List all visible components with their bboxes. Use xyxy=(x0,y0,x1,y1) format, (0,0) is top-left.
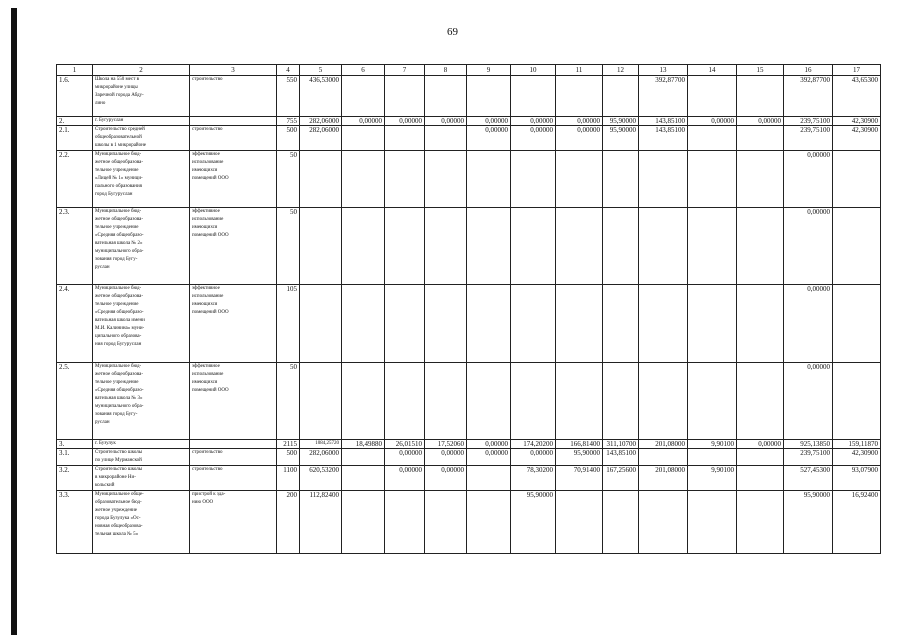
table-cell xyxy=(385,208,425,285)
table-cell xyxy=(467,208,511,285)
table-cell: эффективное использование имеющихся помещений ООО xyxy=(190,208,277,285)
table-cell: 78,30200 xyxy=(511,466,556,491)
table-cell: 50 xyxy=(277,363,300,440)
table-row xyxy=(57,126,881,151)
table-cell xyxy=(300,151,342,208)
table-cell xyxy=(342,449,385,466)
table-cell: 43,65300 xyxy=(833,76,881,117)
table-cell: 392,87700 xyxy=(784,76,833,117)
table-cell xyxy=(603,151,639,208)
table-cell xyxy=(737,126,784,151)
table-cell xyxy=(511,285,556,363)
table-cell: строительство xyxy=(190,76,277,117)
table-cell: 0,00000 xyxy=(385,449,425,466)
table-cell xyxy=(511,151,556,208)
table-cell: г. Бузулук xyxy=(93,440,190,449)
table-cell: строительство xyxy=(190,466,277,491)
header-cell: 6 xyxy=(342,65,385,76)
table-cell: 550 xyxy=(277,76,300,117)
table-cell xyxy=(833,285,881,363)
table-cell: 0,00000 xyxy=(556,117,603,126)
table-cell: 2.3. xyxy=(57,208,93,285)
table-cell: 1084,25720 xyxy=(300,440,342,449)
table-cell: 166,81400 xyxy=(556,440,603,449)
table-cell: 200 xyxy=(277,491,300,554)
table-cell xyxy=(639,285,688,363)
table-cell: 0,00000 xyxy=(467,126,511,151)
table-cell xyxy=(342,491,385,554)
table-cell xyxy=(425,363,467,440)
table-cell: 42,30900 xyxy=(833,126,881,151)
table-cell: 239,75100 xyxy=(784,449,833,466)
table-cell: Муниципальное обще- образовательное бюд- жетное учреждение города Бузулука «Ос- новная общеобразова- тельная школа № 5» xyxy=(93,491,190,554)
table-cell xyxy=(688,285,737,363)
table-cell: строительство xyxy=(190,449,277,466)
table-cell xyxy=(833,363,881,440)
table-cell xyxy=(511,76,556,117)
table-cell xyxy=(385,491,425,554)
table-row xyxy=(57,449,881,466)
table-cell: 17,52060 xyxy=(425,440,467,449)
table-cell: 105 xyxy=(277,285,300,363)
table-cell: 201,08000 xyxy=(639,440,688,449)
table-cell xyxy=(603,285,639,363)
table-cell xyxy=(467,285,511,363)
table-cell: Строительство школы в микрорайоне Ни- кольский xyxy=(93,466,190,491)
table-cell: 0,00000 xyxy=(425,466,467,491)
table-cell: 0,00000 xyxy=(784,285,833,363)
table-cell: 2115 xyxy=(277,440,300,449)
table-cell xyxy=(688,363,737,440)
table-cell xyxy=(833,151,881,208)
table-cell: 18,49880 xyxy=(342,440,385,449)
table-row xyxy=(57,491,881,554)
table-cell xyxy=(639,449,688,466)
table-cell xyxy=(467,491,511,554)
table-cell xyxy=(467,466,511,491)
table-cell: 143,85100 xyxy=(639,117,688,126)
table-cell xyxy=(556,76,603,117)
table-cell: 93,07900 xyxy=(833,466,881,491)
table-cell xyxy=(342,126,385,151)
table-cell: пристрой к зда- нию ООО xyxy=(190,491,277,554)
table-cell xyxy=(556,208,603,285)
table-cell xyxy=(833,208,881,285)
table-cell xyxy=(425,76,467,117)
table-cell xyxy=(425,208,467,285)
table-cell: Строительство средней общеобразовательной школы в 1 микрорайоне xyxy=(93,126,190,151)
table-cell xyxy=(300,208,342,285)
table-cell: 1100 xyxy=(277,466,300,491)
table-row xyxy=(57,208,881,285)
header-cell: 16 xyxy=(784,65,833,76)
table-cell xyxy=(385,151,425,208)
table-cell xyxy=(385,126,425,151)
header-cell: 10 xyxy=(511,65,556,76)
header-cell: 5 xyxy=(300,65,342,76)
table-cell: 95,90000 xyxy=(511,491,556,554)
table-cell: 50 xyxy=(277,151,300,208)
table-cell: 3. xyxy=(57,440,93,449)
table-cell: 0,00000 xyxy=(425,449,467,466)
table-cell: 2.2. xyxy=(57,151,93,208)
table-cell: 0,00000 xyxy=(737,117,784,126)
header-cell: 8 xyxy=(425,65,467,76)
table-cell xyxy=(300,285,342,363)
table-cell xyxy=(342,151,385,208)
table-cell: 3.3. xyxy=(57,491,93,554)
table-cell xyxy=(385,285,425,363)
table-cell: 239,75100 xyxy=(784,117,833,126)
header-cell: 3 xyxy=(190,65,277,76)
header-cell: 11 xyxy=(556,65,603,76)
table-cell xyxy=(300,363,342,440)
table-cell: 3.1. xyxy=(57,449,93,466)
table-cell xyxy=(385,363,425,440)
table-cell xyxy=(467,151,511,208)
table-cell: 0,00000 xyxy=(425,117,467,126)
table-cell xyxy=(603,208,639,285)
table-cell: 0,00000 xyxy=(467,449,511,466)
table-cell: 0,00000 xyxy=(511,449,556,466)
table-cell: 500 xyxy=(277,449,300,466)
table-cell: 0,00000 xyxy=(737,440,784,449)
table-cell xyxy=(425,126,467,151)
table-cell: 2.5. xyxy=(57,363,93,440)
table-row xyxy=(57,76,881,117)
table-cell: строительство xyxy=(190,126,277,151)
table-cell: 0,00000 xyxy=(467,117,511,126)
table-cell xyxy=(688,449,737,466)
page-number: 69 xyxy=(447,26,458,38)
table-cell: 167,25600 xyxy=(603,466,639,491)
table-cell: 42,30900 xyxy=(833,449,881,466)
table-cell xyxy=(639,363,688,440)
table-cell: Муниципальное бюд- жетное общеобразова- тельное учреждение «Средняя общеобразо- вательная школа имени М.И. Калинина» муни- ципального образова- ния город Бугуруслан xyxy=(93,285,190,363)
table-cell: 9,90100 xyxy=(688,440,737,449)
table-cell: 3.2. xyxy=(57,466,93,491)
table-cell: г. Бугуруслан xyxy=(93,117,190,126)
table-cell xyxy=(556,491,603,554)
table-cell xyxy=(688,76,737,117)
table-cell: 16,92400 xyxy=(833,491,881,554)
table-cell: 392,87700 xyxy=(639,76,688,117)
table-cell xyxy=(737,363,784,440)
table-cell xyxy=(190,117,277,126)
table-cell: 9,90100 xyxy=(688,466,737,491)
table-cell xyxy=(688,208,737,285)
table-cell: 620,53200 xyxy=(300,466,342,491)
table-cell: 0,00000 xyxy=(342,117,385,126)
table-cell: 174,20200 xyxy=(511,440,556,449)
table-row xyxy=(57,285,881,363)
table-cell xyxy=(639,208,688,285)
table-cell xyxy=(556,285,603,363)
table-cell xyxy=(688,491,737,554)
table-cell xyxy=(603,491,639,554)
table-cell: 311,10700 xyxy=(603,440,639,449)
table-cell: 2. xyxy=(57,117,93,126)
table-row xyxy=(57,363,881,440)
table-cell xyxy=(425,285,467,363)
table-row xyxy=(57,117,881,126)
table-cell: 95,90000 xyxy=(556,449,603,466)
table-cell: 70,91400 xyxy=(556,466,603,491)
table-cell xyxy=(639,151,688,208)
table-cell xyxy=(467,363,511,440)
table-cell xyxy=(467,76,511,117)
table-cell xyxy=(342,363,385,440)
table-cell: 925,13850 xyxy=(784,440,833,449)
table-cell xyxy=(603,76,639,117)
table-cell xyxy=(737,76,784,117)
table-cell xyxy=(737,151,784,208)
header-cell: 15 xyxy=(737,65,784,76)
table-cell: Муниципальное бюд- жетное общеобразова- тельное учреждение «Средняя общеобразо- вательная школа № 3» муниципального обра- зования город Бугу- руслан xyxy=(93,363,190,440)
table-cell xyxy=(603,363,639,440)
table-cell xyxy=(190,440,277,449)
table-cell: эффективное использование имеющихся помещений ООО xyxy=(190,363,277,440)
table-cell: 2.4. xyxy=(57,285,93,363)
header-cell: 1 xyxy=(57,65,93,76)
table-cell: 50 xyxy=(277,208,300,285)
header-cell: 14 xyxy=(688,65,737,76)
table-cell: 0,00000 xyxy=(556,126,603,151)
table-cell: 0,00000 xyxy=(511,126,556,151)
table-row xyxy=(57,440,881,449)
table-cell xyxy=(511,208,556,285)
table-cell: 95,90000 xyxy=(603,126,639,151)
table-cell xyxy=(556,363,603,440)
table-cell: 95,90000 xyxy=(784,491,833,554)
table-cell: Муниципальное бюд- жетное общеобразова- тельное учреждение «Средняя общеобразо- вательная школа № 2» муниципального обра- зования город Бугу- руслан xyxy=(93,208,190,285)
table-cell xyxy=(511,363,556,440)
table-cell xyxy=(737,285,784,363)
table-cell xyxy=(737,449,784,466)
table-row xyxy=(57,151,881,208)
table-cell xyxy=(342,466,385,491)
table-cell: 201,08000 xyxy=(639,466,688,491)
table-cell xyxy=(688,126,737,151)
table-cell: 0,00000 xyxy=(688,117,737,126)
table-cell xyxy=(425,151,467,208)
table-cell: 112,82400 xyxy=(300,491,342,554)
header-cell: 17 xyxy=(833,65,881,76)
table-cell: 26,01510 xyxy=(385,440,425,449)
header-cell: 4 xyxy=(277,65,300,76)
table-cell xyxy=(639,491,688,554)
table-cell xyxy=(556,151,603,208)
table-cell: 0,00000 xyxy=(784,363,833,440)
header-cell: 7 xyxy=(385,65,425,76)
table-cell xyxy=(737,491,784,554)
table-cell: 95,90000 xyxy=(603,117,639,126)
table-cell: 0,00000 xyxy=(511,117,556,126)
table-cell: Строительство школы по улице Мурманской xyxy=(93,449,190,466)
table-cell: 282,06000 xyxy=(300,449,342,466)
header-cell: 9 xyxy=(467,65,511,76)
table-cell: 0,00000 xyxy=(385,117,425,126)
table-cell: эффективное использование имеющихся помещений ООО xyxy=(190,285,277,363)
table-cell xyxy=(737,466,784,491)
table-cell: 239,75100 xyxy=(784,126,833,151)
table-cell xyxy=(688,151,737,208)
table-cell xyxy=(342,208,385,285)
header-cell: 12 xyxy=(603,65,639,76)
table-cell xyxy=(425,491,467,554)
table-cell: 143,85100 xyxy=(603,449,639,466)
table-cell: 500 xyxy=(277,126,300,151)
table-cell: Школа на 550 мест в микрорайоне улицы Заречной города Абду- лино xyxy=(93,76,190,117)
table-cell: 282,06000 xyxy=(300,117,342,126)
table-cell: 0,00000 xyxy=(385,466,425,491)
table-row xyxy=(57,466,881,491)
table-cell: Муниципальное бюд- жетное общеобразова- тельное учреждение «Лицей № 1» муници- пального образования город Бугуруслан xyxy=(93,151,190,208)
table-cell: эффективное использование имеющихся помещений ООО xyxy=(190,151,277,208)
table-cell xyxy=(342,76,385,117)
data-table xyxy=(56,64,881,554)
table-cell: 0,00000 xyxy=(784,151,833,208)
table-cell: 1.6. xyxy=(57,76,93,117)
table-cell: 755 xyxy=(277,117,300,126)
table-cell: 0,00000 xyxy=(784,208,833,285)
header-cell: 2 xyxy=(93,65,190,76)
table-cell: 527,45300 xyxy=(784,466,833,491)
table-cell: 42,30900 xyxy=(833,117,881,126)
header-row xyxy=(57,65,881,76)
table-cell: 0,00000 xyxy=(467,440,511,449)
table-cell: 2.1. xyxy=(57,126,93,151)
table-cell xyxy=(385,76,425,117)
table-cell: 143,85100 xyxy=(639,126,688,151)
table-cell xyxy=(342,285,385,363)
table-cell: 159,11870 xyxy=(833,440,881,449)
table-cell xyxy=(737,208,784,285)
header-cell: 13 xyxy=(639,65,688,76)
binding-bar xyxy=(11,8,17,635)
table-cell: 436,53000 xyxy=(300,76,342,117)
table-cell: 282,06000 xyxy=(300,126,342,151)
